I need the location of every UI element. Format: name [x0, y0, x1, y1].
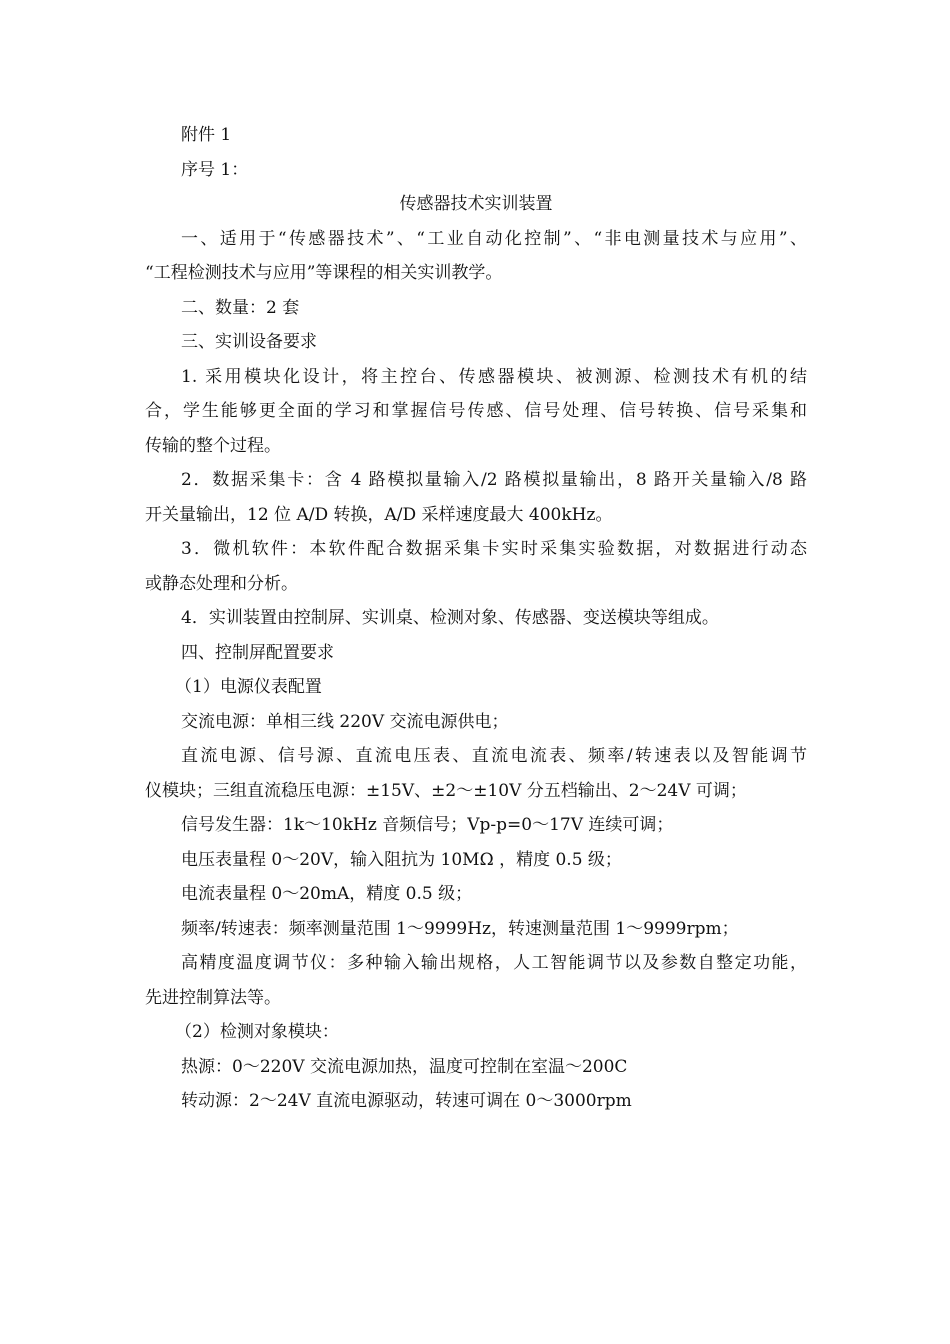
rotation-source: 转动源：2～24V 直流电源驱动，转速可调在 0～3000rpm	[181, 1091, 632, 1111]
item-3-line-1: 3．微机软件：本软件配合数据采集卡实时采集实验数据，对数据进行动态	[181, 539, 807, 559]
ammeter-spec: 电流表量程 0～20mA，精度 0.5 级；	[181, 884, 473, 904]
serial-number: 序号 1：	[181, 159, 249, 180]
item-1-line-3: 传输的整个过程。	[145, 435, 281, 456]
temp-controller-line-2: 先进控制算法等。	[145, 987, 281, 1008]
signal-generator: 信号发生器：1k～10kHz 音频信号；Vp-p=0～17V 连续可调；	[181, 815, 674, 835]
document-title: 传感器技术实训装置	[399, 194, 553, 214]
dc-power-line-1: 直流电源、信号源、直流电压表、直流电流表、频率/转速表以及智能调节	[181, 746, 807, 766]
subsection-1-heading: （1）电源仪表配置	[175, 677, 322, 697]
document-page	[145, 118, 807, 1119]
item-3-line-2: 或静态处理和分析。	[145, 573, 298, 594]
item-1-line-2: 合，学生能够更全面的学习和掌握信号传感、信号处理、信号转换、信号采集和	[145, 401, 807, 421]
dc-power-line-2: 仪模块；三组直流稳压电源：±15V、±2～±10V 分五档输出、2～24V 可调；	[145, 780, 747, 801]
ac-power: 交流电源：单相三线 220V 交流电源供电；	[181, 711, 509, 732]
frequency-meter-spec: 频率/转速表：频率测量范围 1～9999Hz，转速测量范围 1～9999rpm；	[181, 918, 739, 939]
item-4: 4．实训装置由控制屏、实训桌、检测对象、传感器、变送模块等组成。	[181, 608, 719, 628]
section-1-line-1: 一、适用于“传感器技术”、“工业自动化控制”、“非电测量技术与应用”、	[181, 228, 807, 249]
subsection-2-heading: （2）检测对象模块：	[175, 1022, 339, 1042]
item-2-line-1: 2．数据采集卡：含 4 路模拟量输入/2 路模拟量输出，8 路开关量输入/8 路	[181, 470, 807, 490]
attachment-label: 附件 1	[181, 125, 232, 145]
item-2-line-2: 开关量输出，12 位 A/D 转换，A/D 采样速度最大 400kHz。	[145, 504, 613, 525]
voltmeter-spec: 电压表量程 0～20V，输入阻抗为 10MΩ ，精度 0.5 级；	[181, 849, 622, 870]
section-3-heading: 三、实训设备要求	[181, 332, 317, 352]
section-2-quantity: 二、数量：2 套	[181, 297, 300, 318]
temp-controller-line-1: 高精度温度调节仪：多种输入输出规格，人工智能调节以及参数自整定功能，	[181, 953, 807, 973]
heat-source: 热源：0～220V 交流电源加热，温度可控制在室温～200C	[181, 1056, 628, 1077]
item-1-line-1: 1. 采用模块化设计，将主控台、传感器模块、被测源、检测技术有机的结	[181, 366, 807, 387]
section-1-line-2: “工程检测技术与应用”等课程的相关实训教学。	[145, 263, 503, 283]
section-4-heading: 四、控制屏配置要求	[181, 642, 334, 663]
